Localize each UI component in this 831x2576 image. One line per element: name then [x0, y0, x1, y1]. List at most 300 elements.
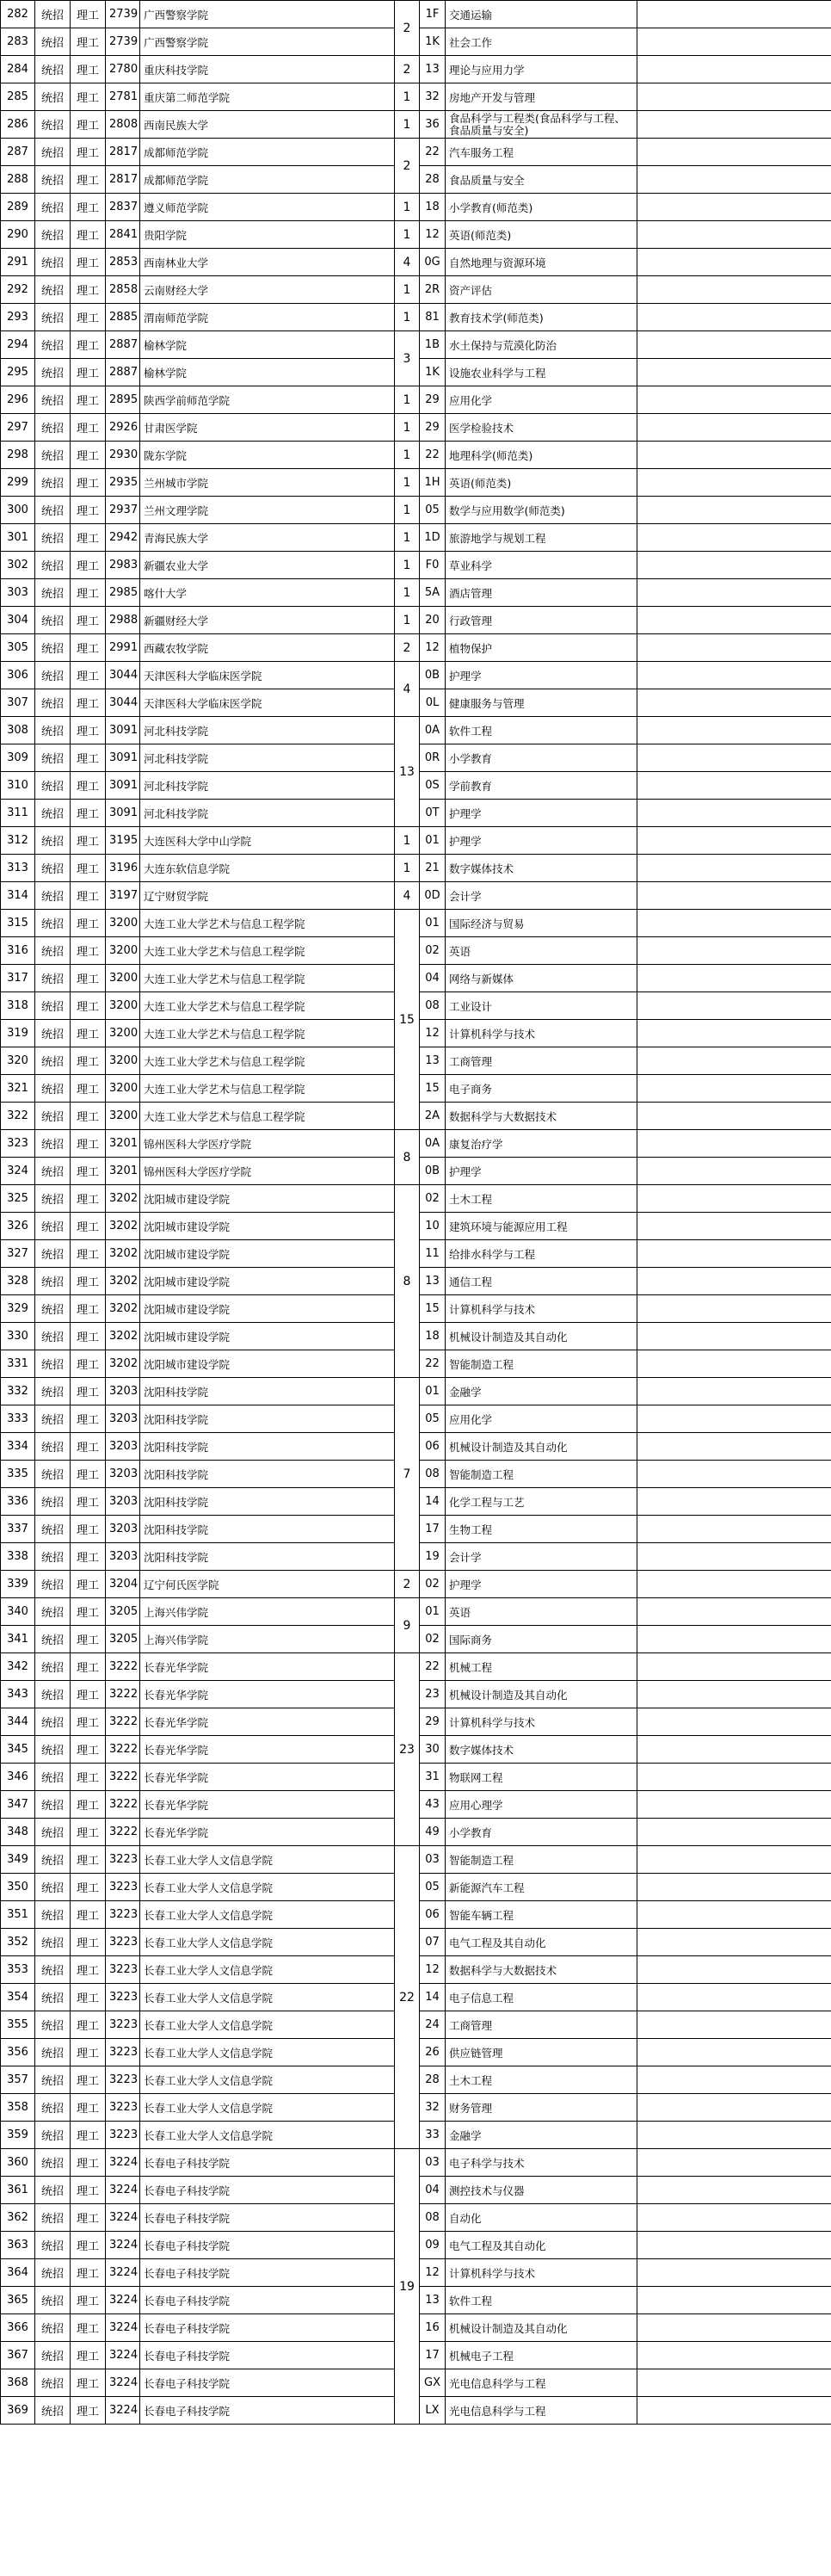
school-name: 大连工业大学艺术与信息工程学院: [140, 1020, 395, 1047]
school-name: 长春工业大学人文信息学院: [140, 1984, 395, 2011]
school-name: 广西警察学院: [140, 1, 395, 28]
enrollment-type: 统招: [35, 552, 71, 579]
school-code: 3200: [106, 1047, 140, 1075]
major-code: 10: [420, 1213, 446, 1240]
row-number: 293: [1, 304, 35, 331]
table-row: [1, 2149, 831, 2177]
school-code: 3091: [106, 744, 140, 772]
enrollment-type: 统招: [35, 1516, 71, 1543]
school-name: 河北科技学院: [140, 717, 395, 744]
table-row: [1, 1, 831, 28]
remarks-cell: [637, 2287, 831, 2314]
enrollment-type: 统招: [35, 2039, 71, 2066]
row-number: 320: [1, 1047, 35, 1075]
school-name: 长春光华学院: [140, 1653, 395, 1681]
remarks-cell: [637, 1598, 831, 1626]
table-row: [1, 386, 831, 414]
remarks-cell: [637, 1240, 831, 1268]
row-number: 297: [1, 414, 35, 442]
school-name: 兰州文理学院: [140, 497, 395, 524]
school-name: 长春工业大学人文信息学院: [140, 1956, 395, 1984]
row-number: 282: [1, 1, 35, 28]
enrollment-type: 统招: [35, 28, 71, 56]
school-code: 3203: [106, 1461, 140, 1488]
enrollment-type: 统招: [35, 607, 71, 634]
remarks-cell: [637, 800, 831, 827]
major-code: 06: [420, 1901, 446, 1929]
subject-category: 理工: [71, 662, 106, 689]
subject-category: 理工: [71, 1929, 106, 1956]
school-code: 3202: [106, 1295, 140, 1323]
major-code: 02: [420, 1185, 446, 1213]
subject-category: 理工: [71, 28, 106, 56]
major-code: 0A: [420, 717, 446, 744]
school-code: 3044: [106, 689, 140, 717]
major-name: 护理学: [446, 662, 637, 689]
major-code: 22: [420, 442, 446, 469]
remarks-cell: [637, 1626, 831, 1653]
plan-count: 1: [395, 111, 420, 139]
subject-category: 理工: [71, 386, 106, 414]
row-number: 348: [1, 1819, 35, 1846]
row-number: 309: [1, 744, 35, 772]
subject-category: 理工: [71, 469, 106, 497]
remarks-cell: [637, 717, 831, 744]
school-code: 3202: [106, 1240, 140, 1268]
school-name: 长春工业大学人文信息学院: [140, 2066, 395, 2094]
school-code: 3223: [106, 2066, 140, 2094]
school-name: 大连工业大学艺术与信息工程学院: [140, 1075, 395, 1103]
school-code: 3200: [106, 965, 140, 992]
major-code: 05: [420, 497, 446, 524]
school-name: 辽宁何氏医学院: [140, 1571, 395, 1598]
row-number: 368: [1, 2369, 35, 2397]
school-code: 2935: [106, 469, 140, 497]
major-name: 护理学: [446, 800, 637, 827]
major-name: 机械工程: [446, 1653, 637, 1681]
school-name: 沈阳城市建设学院: [140, 1350, 395, 1378]
subject-category: 理工: [71, 1295, 106, 1323]
remarks-cell: [637, 1323, 831, 1350]
school-code: 3202: [106, 1185, 140, 1213]
school-name: 云南财经大学: [140, 276, 395, 304]
enrollment-type: 统招: [35, 1130, 71, 1158]
major-name: 智能车辆工程: [446, 1901, 637, 1929]
remarks-cell: [637, 2397, 831, 2425]
school-name: 长春电子科技学院: [140, 2369, 395, 2397]
enrollment-type: 统招: [35, 442, 71, 469]
major-name: 地理科学(师范类): [446, 442, 637, 469]
school-code: 3224: [106, 2342, 140, 2369]
major-code: 1K: [420, 28, 446, 56]
enrollment-type: 统招: [35, 249, 71, 276]
school-name: 河北科技学院: [140, 800, 395, 827]
enrollment-type: 统招: [35, 1295, 71, 1323]
table-row: [1, 1378, 831, 1405]
remarks-cell: [637, 634, 831, 662]
school-name: 沈阳城市建设学院: [140, 1323, 395, 1350]
table-row: [1, 524, 831, 552]
subject-category: 理工: [71, 2066, 106, 2094]
major-name: 健康服务与管理: [446, 689, 637, 717]
remarks-cell: [637, 414, 831, 442]
school-code: 3091: [106, 800, 140, 827]
remarks-cell: [637, 276, 831, 304]
major-name: 食品质量与安全: [446, 166, 637, 194]
school-code: 2926: [106, 414, 140, 442]
remarks-cell: [637, 1708, 831, 1736]
major-name: 社会工作: [446, 28, 637, 56]
major-name: 电子科学与技术: [446, 2149, 637, 2177]
subject-category: 理工: [71, 965, 106, 992]
row-number: 347: [1, 1791, 35, 1819]
row-number: 304: [1, 607, 35, 634]
school-name: 长春电子科技学院: [140, 2314, 395, 2342]
major-code: 07: [420, 1929, 446, 1956]
major-name: 护理学: [446, 1158, 637, 1185]
major-code: 14: [420, 1488, 446, 1516]
row-number: 311: [1, 800, 35, 827]
subject-category: 理工: [71, 1543, 106, 1571]
row-number: 354: [1, 1984, 35, 2011]
major-name: 房地产开发与管理: [446, 83, 637, 111]
plan-count: 1: [395, 524, 420, 552]
enrollment-type: 统招: [35, 1791, 71, 1819]
subject-category: 理工: [71, 442, 106, 469]
enrollment-type: 统招: [35, 882, 71, 910]
row-number: 365: [1, 2287, 35, 2314]
enrollment-type: 统招: [35, 2011, 71, 2039]
school-code: 3222: [106, 1653, 140, 1681]
major-name: 机械设计制造及其自动化: [446, 1433, 637, 1461]
major-code: 0L: [420, 689, 446, 717]
row-number: 286: [1, 111, 35, 139]
remarks-cell: [637, 1461, 831, 1488]
major-name: 自动化: [446, 2204, 637, 2232]
enrollment-type: 统招: [35, 2149, 71, 2177]
row-number: 332: [1, 1378, 35, 1405]
remarks-cell: [637, 359, 831, 386]
major-name: 行政管理: [446, 607, 637, 634]
major-name: 理论与应用力学: [446, 56, 637, 83]
subject-category: 理工: [71, 139, 106, 166]
school-code: 3205: [106, 1598, 140, 1626]
school-name: 长春光华学院: [140, 1791, 395, 1819]
plan-count: 22: [395, 1846, 420, 2149]
enrollment-type: 统招: [35, 469, 71, 497]
table-row: [1, 882, 831, 910]
subject-category: 理工: [71, 1708, 106, 1736]
school-code: 3203: [106, 1378, 140, 1405]
row-number: 363: [1, 2232, 35, 2259]
table-row: [1, 221, 831, 249]
plan-count: 2: [395, 1, 420, 56]
school-code: 2887: [106, 331, 140, 359]
remarks-cell: [637, 111, 831, 139]
major-name: 会计学: [446, 1543, 637, 1571]
major-code: 13: [420, 1047, 446, 1075]
plan-count: 4: [395, 249, 420, 276]
school-code: 3224: [106, 2177, 140, 2204]
remarks-cell: [637, 2204, 831, 2232]
school-name: 长春工业大学人文信息学院: [140, 1874, 395, 1901]
school-code: 3205: [106, 1626, 140, 1653]
school-code: 3195: [106, 827, 140, 855]
major-code: 12: [420, 221, 446, 249]
major-code: 1D: [420, 524, 446, 552]
plan-count: 9: [395, 1598, 420, 1653]
row-number: 327: [1, 1240, 35, 1268]
remarks-cell: [637, 139, 831, 166]
school-name: 西藏农牧学院: [140, 634, 395, 662]
plan-count: 1: [395, 607, 420, 634]
row-number: 317: [1, 965, 35, 992]
remarks-cell: [637, 1378, 831, 1405]
remarks-cell: [637, 1488, 831, 1516]
enrollment-type: 统招: [35, 937, 71, 965]
school-name: 长春光华学院: [140, 1819, 395, 1846]
major-code: 13: [420, 1268, 446, 1295]
row-number: 285: [1, 83, 35, 111]
remarks-cell: [637, 1543, 831, 1571]
row-number: 340: [1, 1598, 35, 1626]
major-code: 03: [420, 2149, 446, 2177]
enrollment-type: 统招: [35, 1626, 71, 1653]
major-code: 0T: [420, 800, 446, 827]
row-number: 308: [1, 717, 35, 744]
subject-category: 理工: [71, 1268, 106, 1295]
school-code: 3202: [106, 1323, 140, 1350]
school-code: 3203: [106, 1405, 140, 1433]
school-code: 3222: [106, 1736, 140, 1764]
enrollment-type: 统招: [35, 662, 71, 689]
major-name: 数据科学与大数据技术: [446, 1103, 637, 1130]
plan-count: 2: [395, 139, 420, 194]
subject-category: 理工: [71, 1598, 106, 1626]
enrollment-type: 统招: [35, 1874, 71, 1901]
remarks-cell: [637, 1681, 831, 1708]
major-name: 电气工程及其自动化: [446, 1929, 637, 1956]
school-name: 大连东软信息学院: [140, 855, 395, 882]
table-row: [1, 717, 831, 744]
remarks-cell: [637, 1764, 831, 1791]
school-code: 3223: [106, 2122, 140, 2149]
school-code: 3222: [106, 1764, 140, 1791]
remarks-cell: [637, 1075, 831, 1103]
row-number: 360: [1, 2149, 35, 2177]
remarks-cell: [637, 1433, 831, 1461]
school-code: 3224: [106, 2259, 140, 2287]
enrollment-type: 统招: [35, 56, 71, 83]
major-name: 数字媒体技术: [446, 855, 637, 882]
school-code: 3200: [106, 937, 140, 965]
subject-category: 理工: [71, 1571, 106, 1598]
enrollment-type: 统招: [35, 579, 71, 607]
row-number: 350: [1, 1874, 35, 1901]
enrollment-type: 统招: [35, 139, 71, 166]
major-name: 小学教育(师范类): [446, 194, 637, 221]
school-name: 新疆财经大学: [140, 607, 395, 634]
row-number: 307: [1, 689, 35, 717]
school-code: 3197: [106, 882, 140, 910]
remarks-cell: [637, 1020, 831, 1047]
major-code: 17: [420, 1516, 446, 1543]
subject-category: 理工: [71, 2204, 106, 2232]
enrollment-type: 统招: [35, 2094, 71, 2122]
major-name: 软件工程: [446, 717, 637, 744]
subject-category: 理工: [71, 1323, 106, 1350]
table-row: [1, 855, 831, 882]
plan-count: 1: [395, 414, 420, 442]
school-name: 新疆农业大学: [140, 552, 395, 579]
school-code: 2739: [106, 1, 140, 28]
remarks-cell: [637, 28, 831, 56]
school-code: 3224: [106, 2232, 140, 2259]
subject-category: 理工: [71, 1626, 106, 1653]
subject-category: 理工: [71, 524, 106, 552]
plan-count: 4: [395, 662, 420, 717]
major-code: 1B: [420, 331, 446, 359]
major-name: 数据科学与大数据技术: [446, 1956, 637, 1984]
major-code: 22: [420, 1350, 446, 1378]
enrollment-type: 统招: [35, 1543, 71, 1571]
subject-category: 理工: [71, 2094, 106, 2122]
enrollment-type: 统招: [35, 634, 71, 662]
table-row: [1, 276, 831, 304]
school-code: 3224: [106, 2287, 140, 2314]
school-name: 河北科技学院: [140, 744, 395, 772]
enrollment-type: 统招: [35, 2342, 71, 2369]
school-code: 2817: [106, 139, 140, 166]
enrollment-type: 统招: [35, 1268, 71, 1295]
major-name: 机械设计制造及其自动化: [446, 1323, 637, 1350]
enrollment-type: 统招: [35, 855, 71, 882]
school-code: 2895: [106, 386, 140, 414]
remarks-cell: [637, 744, 831, 772]
major-name: 水土保持与荒漠化防治: [446, 331, 637, 359]
major-name: 康复治疗学: [446, 1130, 637, 1158]
school-name: 陇东学院: [140, 442, 395, 469]
school-code: 3223: [106, 1984, 140, 2011]
school-code: 2837: [106, 194, 140, 221]
major-name: 护理学: [446, 827, 637, 855]
school-name: 甘肃医学院: [140, 414, 395, 442]
subject-category: 理工: [71, 689, 106, 717]
school-code: 2808: [106, 111, 140, 139]
major-name: 计算机科学与技术: [446, 1020, 637, 1047]
row-number: 367: [1, 2342, 35, 2369]
major-name: 测控技术与仪器: [446, 2177, 637, 2204]
school-name: 沈阳科技学院: [140, 1433, 395, 1461]
table-row: [1, 56, 831, 83]
enrollment-type: 统招: [35, 717, 71, 744]
plan-count: 1: [395, 497, 420, 524]
enrollment-type: 统招: [35, 1708, 71, 1736]
subject-category: 理工: [71, 744, 106, 772]
subject-category: 理工: [71, 331, 106, 359]
school-name: 长春工业大学人文信息学院: [140, 1846, 395, 1874]
enrollment-type: 统招: [35, 276, 71, 304]
major-name: 新能源汽车工程: [446, 1874, 637, 1901]
subject-category: 理工: [71, 2011, 106, 2039]
major-code: 22: [420, 139, 446, 166]
major-code: 23: [420, 1681, 446, 1708]
enrollment-type: 统招: [35, 1461, 71, 1488]
subject-category: 理工: [71, 1020, 106, 1047]
enrollment-type: 统招: [35, 304, 71, 331]
remarks-cell: [637, 1, 831, 28]
subject-category: 理工: [71, 992, 106, 1020]
school-name: 沈阳科技学院: [140, 1543, 395, 1571]
major-code: 1F: [420, 1, 446, 28]
subject-category: 理工: [71, 1240, 106, 1268]
row-number: 294: [1, 331, 35, 359]
enrollment-type: 统招: [35, 1047, 71, 1075]
remarks-cell: [637, 1047, 831, 1075]
enrollment-type: 统招: [35, 1764, 71, 1791]
major-name: 机械电子工程: [446, 2342, 637, 2369]
enrollment-type: 统招: [35, 965, 71, 992]
subject-category: 理工: [71, 1653, 106, 1681]
subject-category: 理工: [71, 1185, 106, 1213]
major-code: 12: [420, 634, 446, 662]
major-code: 0B: [420, 1158, 446, 1185]
remarks-cell: [637, 2039, 831, 2066]
subject-category: 理工: [71, 83, 106, 111]
remarks-cell: [637, 1984, 831, 2011]
school-code: 3203: [106, 1488, 140, 1516]
major-name: 应用化学: [446, 386, 637, 414]
row-number: 349: [1, 1846, 35, 1874]
school-name: 长春电子科技学院: [140, 2204, 395, 2232]
row-number: 361: [1, 2177, 35, 2204]
school-name: 兰州城市学院: [140, 469, 395, 497]
subject-category: 理工: [71, 1158, 106, 1185]
enrollment-type: 统招: [35, 744, 71, 772]
row-number: 324: [1, 1158, 35, 1185]
remarks-cell: [637, 2232, 831, 2259]
major-code: 15: [420, 1295, 446, 1323]
subject-category: 理工: [71, 1516, 106, 1543]
major-code: 04: [420, 2177, 446, 2204]
remarks-cell: [637, 524, 831, 552]
enrollment-type: 统招: [35, 359, 71, 386]
major-name: 旅游地学与规划工程: [446, 524, 637, 552]
major-name: 英语(师范类): [446, 221, 637, 249]
subject-category: 理工: [71, 276, 106, 304]
subject-category: 理工: [71, 1488, 106, 1516]
enrollment-type: 统招: [35, 386, 71, 414]
plan-count: 1: [395, 442, 420, 469]
enrollment-type: 统招: [35, 772, 71, 800]
school-name: 沈阳科技学院: [140, 1488, 395, 1516]
school-name: 长春工业大学人文信息学院: [140, 1929, 395, 1956]
row-number: 287: [1, 139, 35, 166]
row-number: 305: [1, 634, 35, 662]
remarks-cell: [637, 772, 831, 800]
major-code: 13: [420, 2287, 446, 2314]
major-code: LX: [420, 2397, 446, 2425]
remarks-cell: [637, 2177, 831, 2204]
remarks-cell: [637, 2094, 831, 2122]
plan-count: 15: [395, 910, 420, 1130]
table-row: [1, 1571, 831, 1598]
plan-count: 1: [395, 552, 420, 579]
plan-count: 8: [395, 1185, 420, 1378]
major-name: 应用心理学: [446, 1791, 637, 1819]
subject-category: 理工: [71, 2287, 106, 2314]
major-name: 自然地理与资源环境: [446, 249, 637, 276]
